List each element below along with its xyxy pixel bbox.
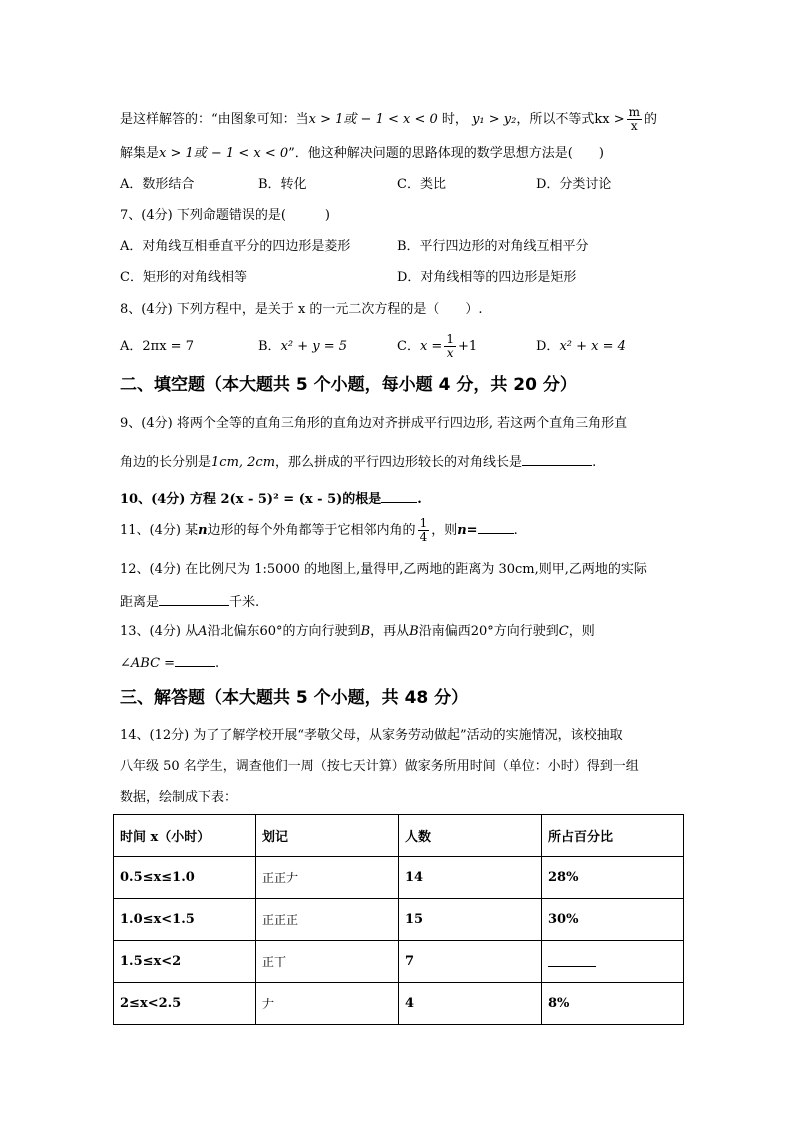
text: 边形的每个外角都等于它相邻内角的 xyxy=(207,523,416,538)
math: y₁ > y₂ xyxy=(472,112,517,127)
math: x > 1或 − 1 < x < 0 xyxy=(159,146,289,161)
q7-option-c: C．矩形的对角线相等 xyxy=(120,270,247,285)
cell-tally: 正正正 xyxy=(256,899,399,941)
text: . xyxy=(513,523,518,538)
math: x² + y = 5 xyxy=(280,339,348,354)
q8-option-b xyxy=(258,337,347,357)
cell-tally: 正正𠂇 xyxy=(256,857,399,899)
label: C． xyxy=(397,339,420,354)
text: 角边的长分别是 xyxy=(120,455,212,470)
q14-line-1: 14、(12分) 为了了解学校开展“孝敬父母，从家务劳动做起”活动的实施情况，该校抽取 xyxy=(120,728,623,743)
data-table xyxy=(113,814,684,1025)
text: ，那么拼成的平行四边形较长的对角线长是 xyxy=(275,455,523,470)
section-2-title: 二、填空题（本大题共 5 个小题，每小题 4 分，共 20 分） xyxy=(120,375,577,395)
text: 11、(4分) 某 xyxy=(120,523,199,538)
answer-blank[interactable] xyxy=(522,451,592,466)
answer-blank[interactable] xyxy=(548,952,596,967)
q13-line-2 xyxy=(120,652,219,674)
answer-blank[interactable] xyxy=(478,519,514,534)
text: ，则 xyxy=(568,624,595,639)
text: = xyxy=(466,523,478,538)
cell-time: 1.0≤x<1.5 xyxy=(114,899,256,941)
text: 方向行驶到 xyxy=(493,624,559,639)
q6-line-2 xyxy=(120,144,604,164)
answer-blank[interactable] xyxy=(159,591,229,606)
table-row xyxy=(114,941,684,983)
cell-tally: 正丅 xyxy=(256,941,399,983)
text: ”．他这种解决问题的思路体现的数学思想方法是( ) xyxy=(288,146,604,161)
math: x² + x = 4 xyxy=(559,339,626,354)
q14-line-2 xyxy=(120,757,639,777)
cell-percent-blank[interactable] xyxy=(542,941,684,983)
math: 20° xyxy=(470,624,494,639)
text: 是这样解答的：“由图象可知：当 xyxy=(120,112,309,127)
math: x = xyxy=(419,339,443,354)
q8-option-a: A．2πx = 7 xyxy=(120,339,194,354)
q6-option-c: C．类比 xyxy=(397,177,446,192)
answer-blank[interactable] xyxy=(175,652,215,667)
q6-option-b: B．转化 xyxy=(258,177,307,192)
table-header: 划记 xyxy=(256,815,399,857)
q9-line-1: 9、(4分) 将两个全等的直角三角形的直角边对齐拼成平行四边形, 若这两个直角三角形直 xyxy=(120,416,628,431)
table-header-row xyxy=(114,815,684,857)
answer-blank[interactable] xyxy=(381,488,417,503)
math: n xyxy=(457,523,467,538)
fraction xyxy=(418,517,430,544)
cell-tally: 𠂇 xyxy=(256,983,399,1025)
math: ∠ABC = xyxy=(120,656,176,671)
math: 1cm, 2cm xyxy=(211,455,276,470)
q13-line-1 xyxy=(120,622,595,642)
text: 距离是 xyxy=(120,595,160,610)
text: 沿北偏东 xyxy=(207,624,260,639)
text: 解集是 xyxy=(120,146,160,161)
math: n xyxy=(198,523,208,538)
fraction xyxy=(444,333,456,360)
cell-count: 7 xyxy=(399,941,542,983)
text: ，则 xyxy=(431,523,458,538)
frac-num: m xyxy=(628,105,640,119)
cell-count: 4 xyxy=(399,983,542,1025)
q8-stem: 8、(4分) 下列方程中，是关于 x 的一元二次方程的是（ ）. xyxy=(120,302,483,317)
q7-option-b: B．平行四边形的对角线互相平分 xyxy=(397,239,589,254)
frac-den: x xyxy=(446,346,454,360)
q6-option-d: D．分类讨论 xyxy=(536,177,612,192)
q10-line xyxy=(120,488,422,510)
q12-line-2 xyxy=(120,591,259,613)
math: A xyxy=(198,624,208,639)
math: C xyxy=(558,624,569,639)
math: 60° xyxy=(259,624,283,639)
q6-option-a: A．数形结合 xyxy=(120,177,195,192)
text: 13、(4分) 从 xyxy=(120,624,199,639)
q14-line-3: 数据，绘制成下表： xyxy=(120,790,238,805)
text: 时， xyxy=(441,112,468,127)
q12-line-1: 12、(4分) 在比例尺为 1:5000 的地图上,量得甲,乙两地的距离为 30cm,则甲,乙两地的实际 xyxy=(120,562,647,577)
fraction xyxy=(627,106,642,133)
math: kx > xyxy=(594,112,625,127)
math: B xyxy=(409,624,419,639)
q9-line-2 xyxy=(120,451,596,473)
table-header: 时间 x（小时） xyxy=(114,815,256,857)
text: 10、(4分) 方程 2(x - 5)² = (x - 5)的根是 xyxy=(120,492,382,507)
text: 八年级 50 名学生，调查他们一周（按七天计算）做家务所用时间（单位：小时）得到一组 xyxy=(120,759,639,774)
q8-option-d xyxy=(536,337,626,357)
label: B． xyxy=(258,339,281,354)
table-row xyxy=(114,983,684,1025)
math: x > 1或 − 1 < x < 0 xyxy=(308,112,438,127)
cell-count: 15 xyxy=(399,899,542,941)
cell-time: 0.5≤x≤1.0 xyxy=(114,857,256,899)
cell-time: 2≤x<2.5 xyxy=(114,983,256,1025)
cell-count: 14 xyxy=(399,857,542,899)
text: 的 xyxy=(643,112,657,127)
q6-line-1 xyxy=(120,106,657,133)
table-header: 所占百分比 xyxy=(542,815,684,857)
text: . xyxy=(592,455,597,470)
text: 千米. xyxy=(229,595,260,610)
q7-stem: 7、(4分) 下列命题错误的是( ) xyxy=(120,208,330,223)
table-row xyxy=(114,857,684,899)
frac-den: 4 xyxy=(419,530,428,544)
text: ，所以不等式 xyxy=(516,112,595,127)
section-3-title: 三、解答题（本大题共 5 个小题，共 48 分） xyxy=(120,688,469,708)
frac-den: x xyxy=(630,119,638,133)
text: . xyxy=(417,492,422,507)
text: ，再从 xyxy=(370,624,410,639)
table-row xyxy=(114,899,684,941)
q7-option-a: A．对角线互相垂直平分的四边形是菱形 xyxy=(120,239,351,254)
cell-percent: 8% xyxy=(542,983,684,1025)
math: B xyxy=(360,624,371,639)
label: D． xyxy=(536,339,560,354)
text: . xyxy=(215,656,220,671)
cell-percent: 30% xyxy=(542,899,684,941)
q7-option-d: D．对角线相等的四边形是矩形 xyxy=(397,270,577,285)
frac-num: 1 xyxy=(419,516,428,530)
table-header: 人数 xyxy=(399,815,542,857)
cell-time: 1.5≤x<2 xyxy=(114,941,256,983)
math: +1 xyxy=(457,339,478,354)
text: 沿南偏西 xyxy=(418,624,471,639)
text: 的方向行驶到 xyxy=(282,624,361,639)
frac-num: 1 xyxy=(446,332,454,346)
cell-percent: 28% xyxy=(542,857,684,899)
q11-line xyxy=(120,516,518,546)
q8-option-c xyxy=(397,332,477,362)
